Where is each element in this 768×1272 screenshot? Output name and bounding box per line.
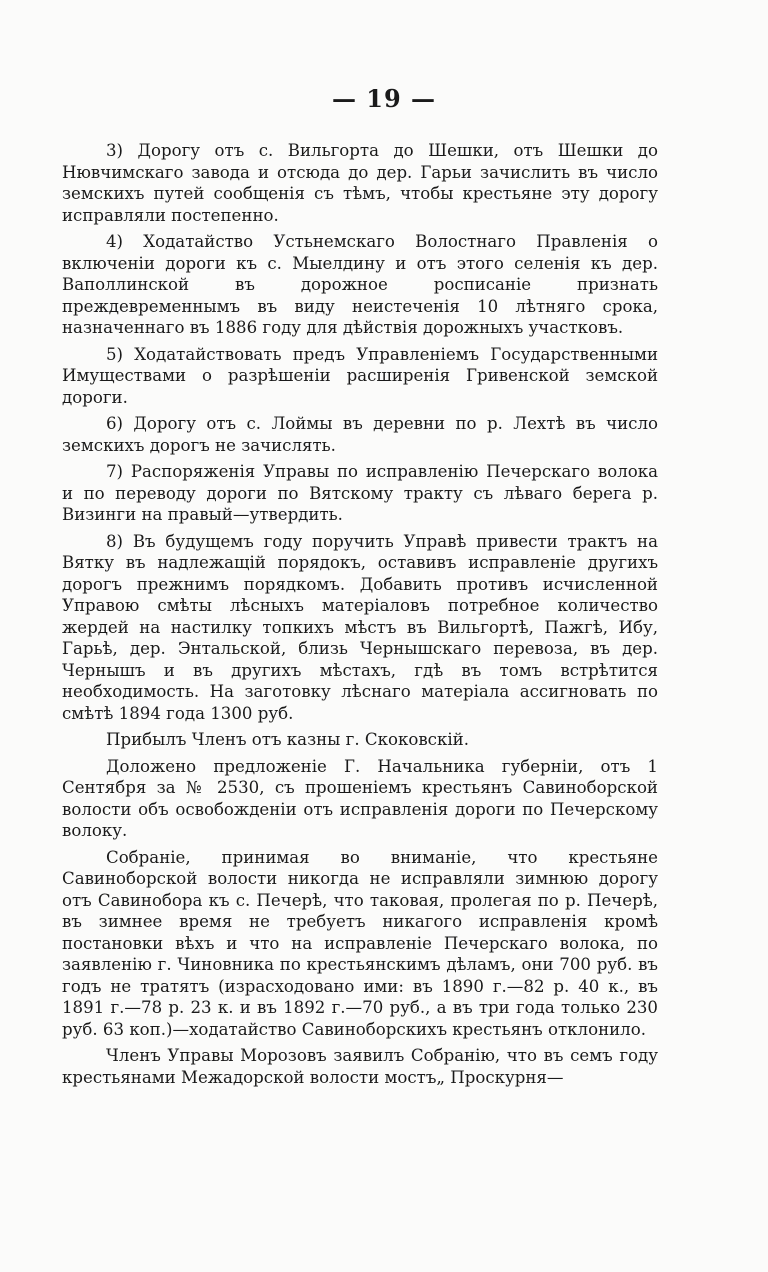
paragraph-item-7: 7) Распоряженія Управы по исправленію Печерскаго волока и по переводу дороги по Вятскому тракту съ лѣваго берега р. Визинги на правый—утвердить. — [62, 462, 658, 524]
paragraph-arrival-note: Прибылъ Членъ отъ казны г. Скоковскій. — [106, 730, 469, 749]
document-body — [62, 140, 658, 1088]
paragraph-morozov-statement: Членъ Управы Морозовъ заявилъ Собранію, что въ семъ году крестьянами Межадорской волости мостъ„ Проскурня— — [62, 1046, 658, 1087]
paragraph-item-4: 4) Ходатайство Устьнемскаго Волостнаго Правленія о включеніи дороги къ с. Мыелдину и отъ этого селенія къ дер. Ваполлинской въ дорожное росписаніе признать преждевременнымъ въ виду неистеченія 10 лѣтняго срока, назначеннаго въ 1886 году для дѣйствія дорожныхъ участковъ. — [62, 232, 658, 337]
paragraph-item-5: 5) Ходатайствовать предъ Управленіемъ Государственными Имуществами о разрѣшеніи расширенія Гривенской земской дороги. — [62, 344, 658, 407]
page-number: — 19 — — [331, 84, 437, 113]
paragraph-item-3: 3) Дорогу отъ с. Вильгорта до Шешки, отъ Шешки до Нювчимскаго завода и отсюда до дер. Гарьи зачислить въ число земскихъ путей сообщенія съ тѣмъ, чтобы крестьяне эту дорогу исправляли постепенно. — [62, 141, 658, 225]
paragraph-item-6: 6) Дорогу отъ с. Лоймы въ деревни по р. Лехтѣ въ число земскихъ дорогъ не зачислять. — [62, 414, 658, 455]
paragraph-governor-proposal: Доложено предложеніе Г. Начальника губерніи, отъ 1 Сентября за № 2530, съ прошеніемъ крестьянъ Савиноборской волости объ освобожденіи отъ исправленія дороги по Печерскому волоку. — [62, 756, 658, 840]
paragraph-item-8: 8) Въ будущемъ году поручить Управѣ привести трактъ на Вятку въ надлежащій порядокъ, оставивъ исправленіе другихъ дорогъ прежнимъ порядкомъ. Добавить противъ исчисленной Управою смѣты лѣсныхъ матеріаловъ потребное количество жердей на настилку топкихъ мѣстъ въ Вильгортѣ, Пажгѣ, Ибу, Гарьѣ, дер. Энтальской, близь Чернышскаго перевоза, въ дер. Чернышъ и въ другихъ мѣстахъ, гдѣ въ томъ встрѣтится необходимость. На заготовку лѣснаго матеріала ассигновать по смѣтѣ 1894 года 1300 руб. — [62, 531, 658, 723]
paragraph-assembly-decision: Собраніе, принимая во вниманіе, что крестьяне Савиноборской волости никогда не исправляли зимнюю дорогу отъ Савинобора къ с. Печерѣ, что таковая, пролегая по р. Печерѣ, въ зимнее время не требуетъ никагого исправленія кромѣ постановки вѣхъ и что на исправленіе Печерскаго волока, по заявленію г. Чиновника по крестьянскимъ дѣламъ, они 700 руб. въ годъ не тратятъ (израсходовано ими: въ 1890 г.—82 р. 40 к., въ 1891 г.—78 р. 23 к. и въ 1892 г.—70 руб., а въ три года только 230 руб. 63 коп.)—ходатайство Савиноборскихъ крестьянъ отклонило. — [62, 847, 658, 1039]
